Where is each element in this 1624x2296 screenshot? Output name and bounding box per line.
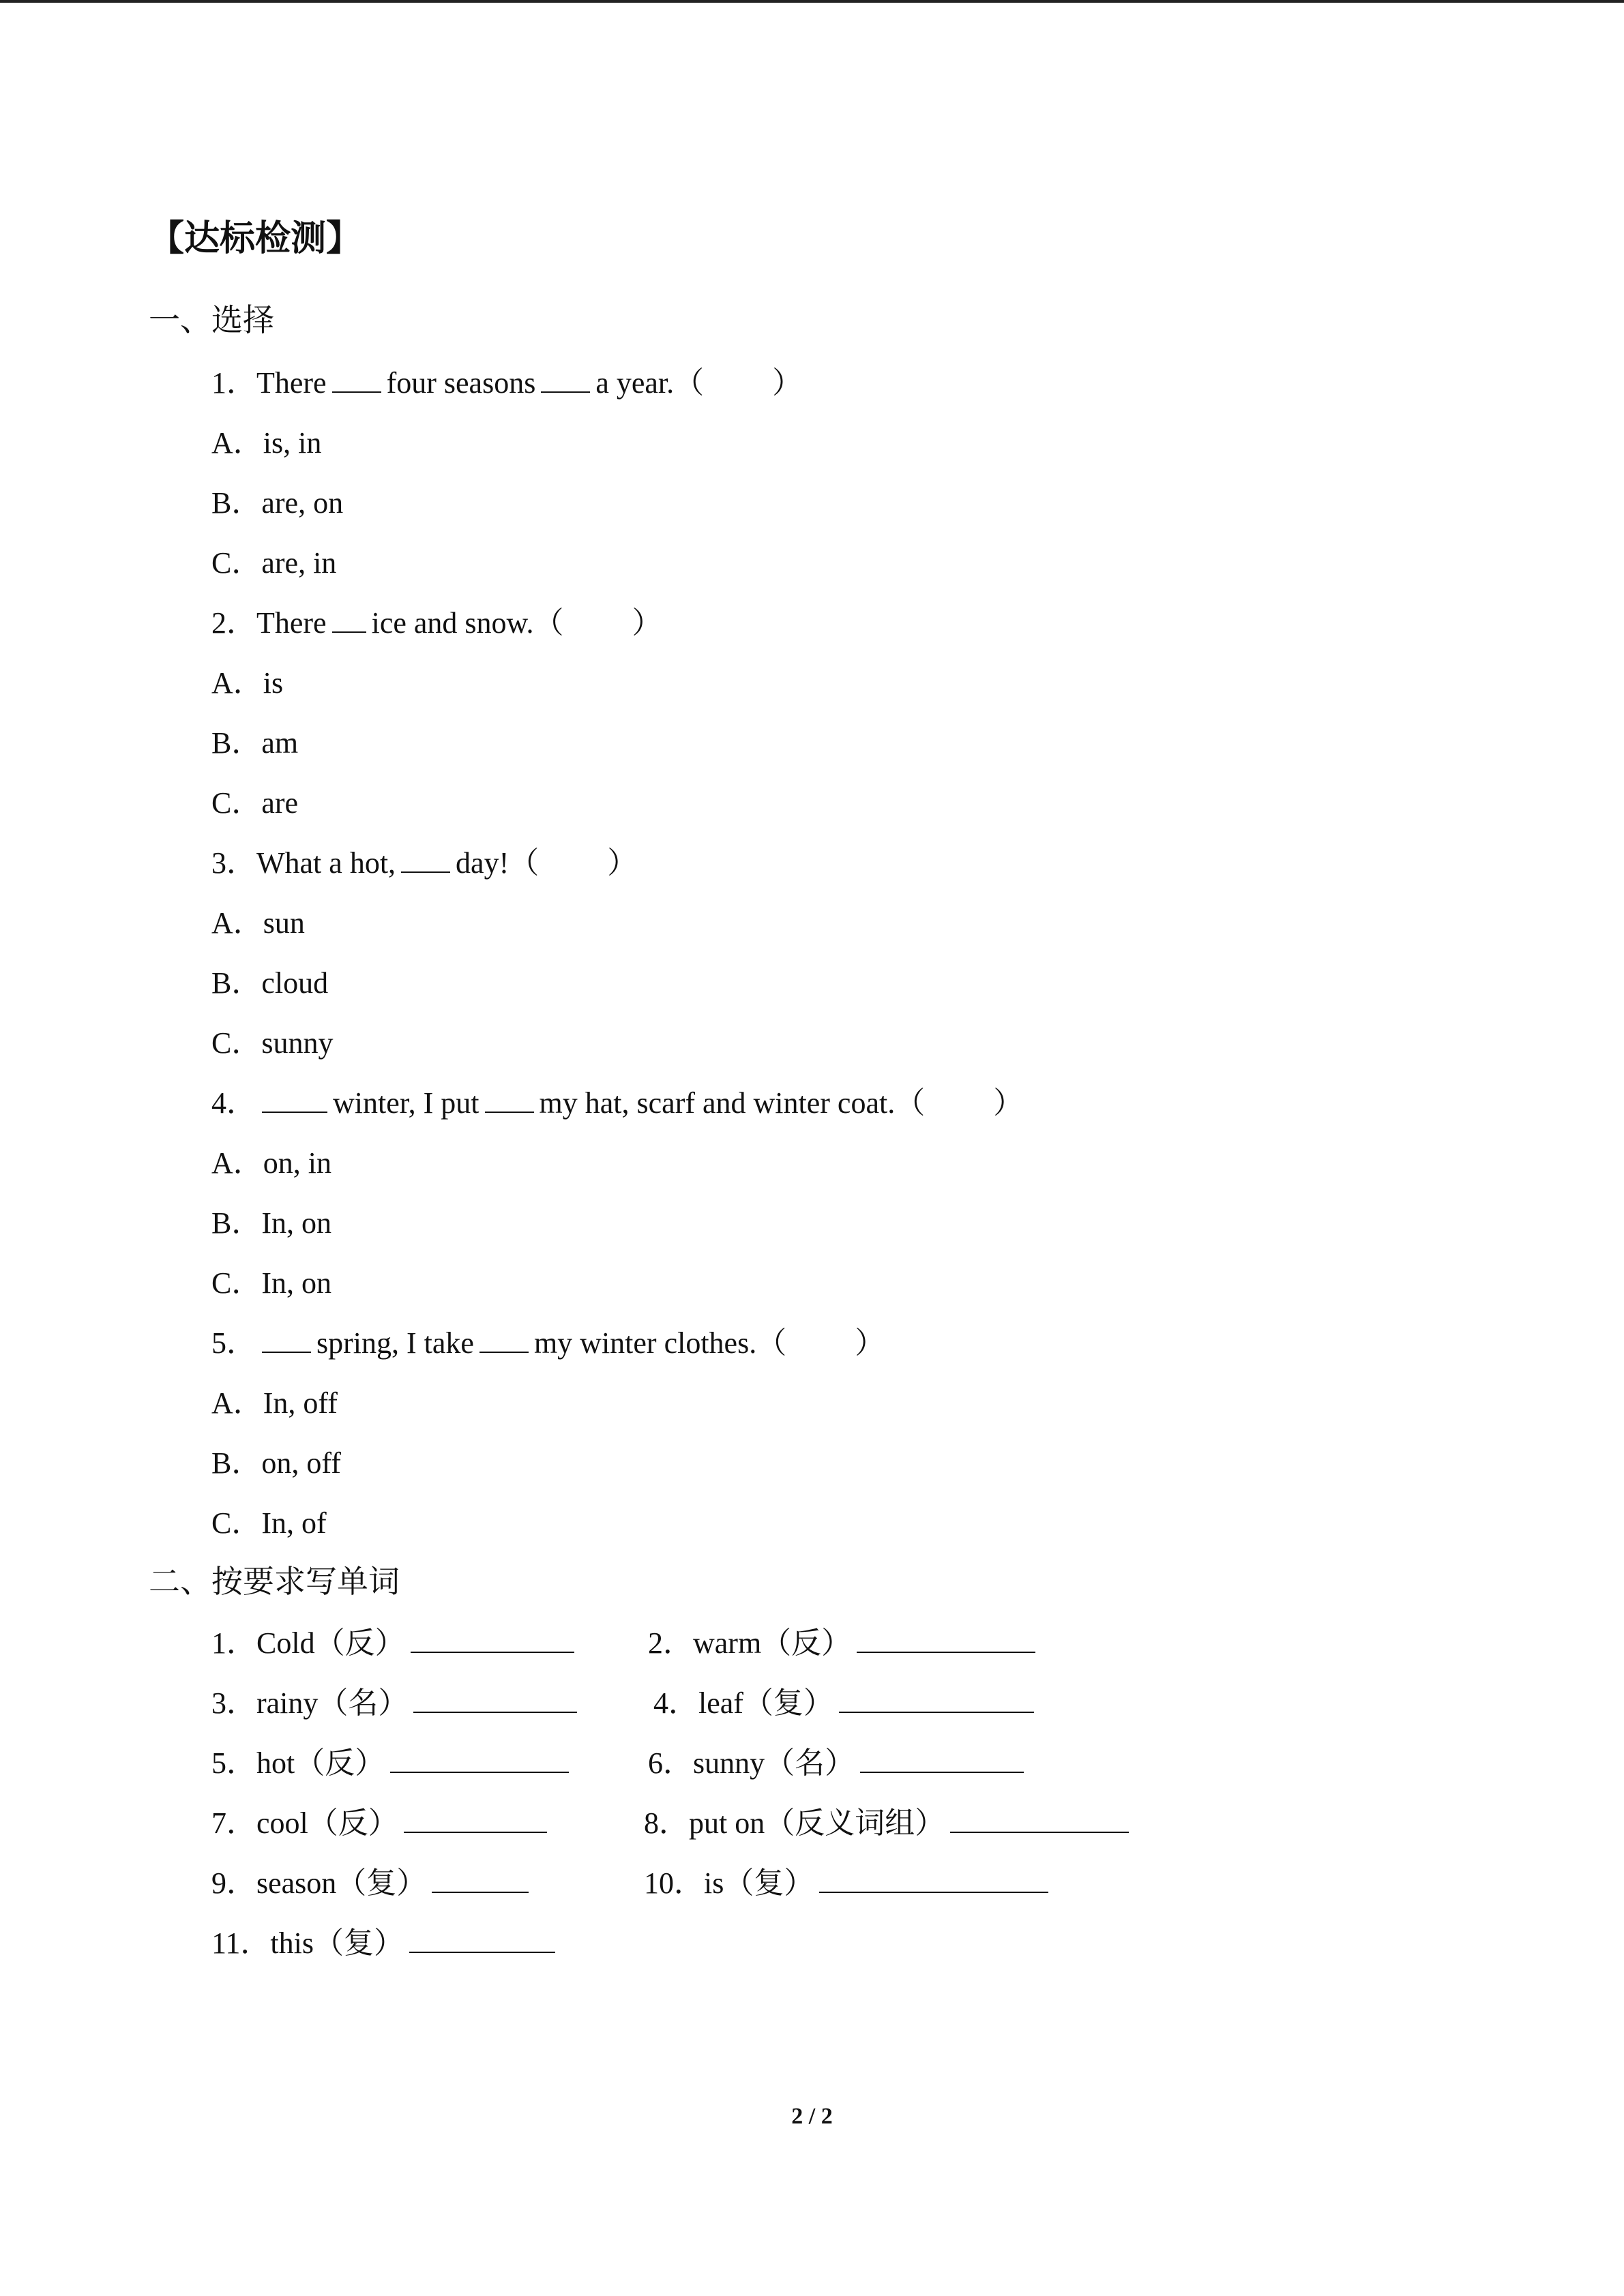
option-2c: C．are <box>211 786 299 820</box>
answer-blank[interactable] <box>857 1624 1035 1653</box>
answer-blank[interactable] <box>401 844 450 873</box>
word-item-4: 4．leaf（复） <box>653 1683 1039 1724</box>
answer-blank[interactable] <box>390 1744 569 1773</box>
option-5a: A．In, off <box>211 1386 338 1420</box>
answer-blank[interactable] <box>485 1084 534 1113</box>
word-item-11: 11．this（复） <box>211 1923 561 1964</box>
option-3a: A．sun <box>211 906 305 940</box>
answer-blank[interactable] <box>411 1624 574 1653</box>
answer-blank[interactable] <box>839 1684 1034 1713</box>
question-2: 2．There ice and snow.（ ） <box>211 603 662 644</box>
option-2a: A．is <box>211 666 284 700</box>
option-3b: B．cloud <box>211 966 329 1000</box>
question-3: 3．What a hot, day!（ ） <box>211 843 637 884</box>
question-5: 5． spring, I take my winter clothes.（ ） <box>211 1323 885 1364</box>
question-1: 1．There four seasons a year.（ ） <box>211 363 802 404</box>
answer-blank[interactable] <box>413 1684 577 1713</box>
option-3c: C．sunny <box>211 1026 334 1060</box>
word-item-6: 6．sunny（名） <box>648 1743 1029 1784</box>
option-5c: C．In, of <box>211 1506 327 1540</box>
answer-blank[interactable] <box>819 1864 1048 1893</box>
answer-blank[interactable] <box>262 1084 327 1113</box>
section-heading-choice: 一、选择 <box>149 303 274 338</box>
option-1c: C．are, in <box>211 546 337 580</box>
answer-blank[interactable] <box>432 1864 529 1893</box>
section-heading-words: 二、按要求写单词 <box>149 1564 400 1599</box>
word-item-5: 5．hot（反） <box>211 1743 574 1784</box>
answer-blank[interactable] <box>950 1804 1129 1833</box>
word-item-2: 2．warm（反） <box>648 1623 1041 1664</box>
word-item-1: 1．Cold（反） <box>211 1623 580 1664</box>
option-4c: C．In, on <box>211 1266 332 1300</box>
option-2b: B．am <box>211 726 299 760</box>
question-4: 4． winter, I put my hat, scarf and winter coat.（ ） <box>211 1083 1023 1124</box>
word-item-8: 8．put on（反义词组） <box>644 1803 1134 1844</box>
option-1b: B．are, on <box>211 486 344 520</box>
option-1a: A．is, in <box>211 426 322 460</box>
answer-blank[interactable] <box>409 1924 555 1953</box>
option-4b: B．In, on <box>211 1206 332 1240</box>
answer-blank[interactable] <box>479 1324 529 1353</box>
word-item-10: 10．is（复） <box>644 1863 1054 1904</box>
word-item-7: 7．cool（反） <box>211 1803 552 1844</box>
word-item-9: 9．season（复） <box>211 1863 534 1904</box>
option-4a: A．on, in <box>211 1146 332 1180</box>
top-border <box>0 0 1624 3</box>
answer-blank[interactable] <box>332 604 366 633</box>
page-number: 2 / 2 <box>791 2104 833 2129</box>
answer-blank[interactable] <box>404 1804 547 1833</box>
answer-blank[interactable] <box>541 364 590 393</box>
page-title: 【达标检测】 <box>149 220 362 258</box>
option-5b: B．on, off <box>211 1446 341 1480</box>
answer-blank[interactable] <box>332 364 381 393</box>
answer-blank[interactable] <box>262 1324 311 1353</box>
answer-blank[interactable] <box>860 1744 1024 1773</box>
word-item-3: 3．rainy（名） <box>211 1683 582 1724</box>
